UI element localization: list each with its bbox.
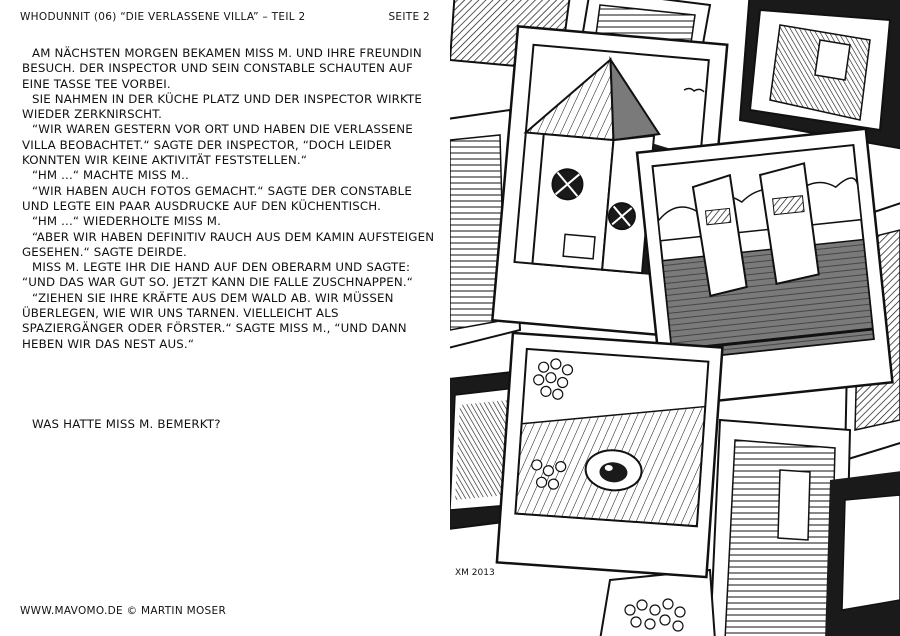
photo-collage <box>450 0 900 636</box>
riddle-question: WAS HATTE MISS M. BEMERKT? <box>32 417 221 431</box>
paragraph: “WIR WAREN GESTERN VOR ORT UND HABEN DIE VERLASSENE VILLA BEOBACHTET.“ SAGTE DER INSPECTOR, “DOCH LEIDER KONNTEN WIR KEINE AKTIVITÄT FESTSTELLEN.“ <box>22 122 413 168</box>
paragraph: “WIR HABEN AUCH FOTOS GEMACHT.“ SAGTE DER CONSTABLE UND LEGTE EIN PAAR AUSDRUCKE AUF DEN KÜCHENTISCH. <box>22 183 412 213</box>
comic-illustration <box>450 0 900 636</box>
story-text <box>22 46 442 352</box>
artist-signature: XM 2013 <box>455 568 495 578</box>
paragraph: SIE NAHMEN IN DER KÜCHE PLATZ UND DER INSPECTOR WIRKTE WIEDER ZERKNIRSCHT. <box>22 91 422 122</box>
footer-credit: WWW.MAVOMO.DE © MARTIN MOSER <box>20 605 227 617</box>
page-number: SEITE 2 <box>388 11 430 23</box>
paragraph: “HM ...“ MACHTE MISS M.. <box>32 168 189 183</box>
photo-nest <box>497 333 723 577</box>
paragraph: “ZIEHEN SIE IHRE KRÄFTE AUS DEM WALD AB. WIR MÜSSEN ÜBERLEGEN, WIE WIR UNS TARNEN. VIELLEICHT ALS SPAZIERGÄNGER ODER FÖRSTER.“ SAGTE MISS M., “UND DANN HEBEN WIR DAS NEST AUS.“ <box>22 290 407 351</box>
paragraph: AM NÄCHSTEN MORGEN BEKAMEN MISS M. UND IHRE FREUNDIN BESUCH. DER INSPECTOR UND SEIN CONSTABLE SCHAUTEN AUF EINE TASSE TEE VORBEI. <box>22 46 422 91</box>
page-header <box>20 11 430 23</box>
paragraph: “ABER WIR HABEN DEFINITIV RAUCH AUS DEM KAMIN AUFSTEIGEN GESEHEN.“ SAGTE DEIRDE. <box>22 229 435 259</box>
story-title: WHODUNNIT (06) “DIE VERLASSENE VILLA” – TEIL 2 <box>20 11 306 23</box>
paragraph: MISS M. LEGTE IHR DIE HAND AUF DEN OBERARM UND SAGTE: “UND DAS WAR GUT SO. JETZT KANN DIE FALLE ZUSCHNAPPEN.“ <box>22 260 414 290</box>
paragraph: “HM ...“ WIEDERHOLTE MISS M. <box>32 214 222 229</box>
